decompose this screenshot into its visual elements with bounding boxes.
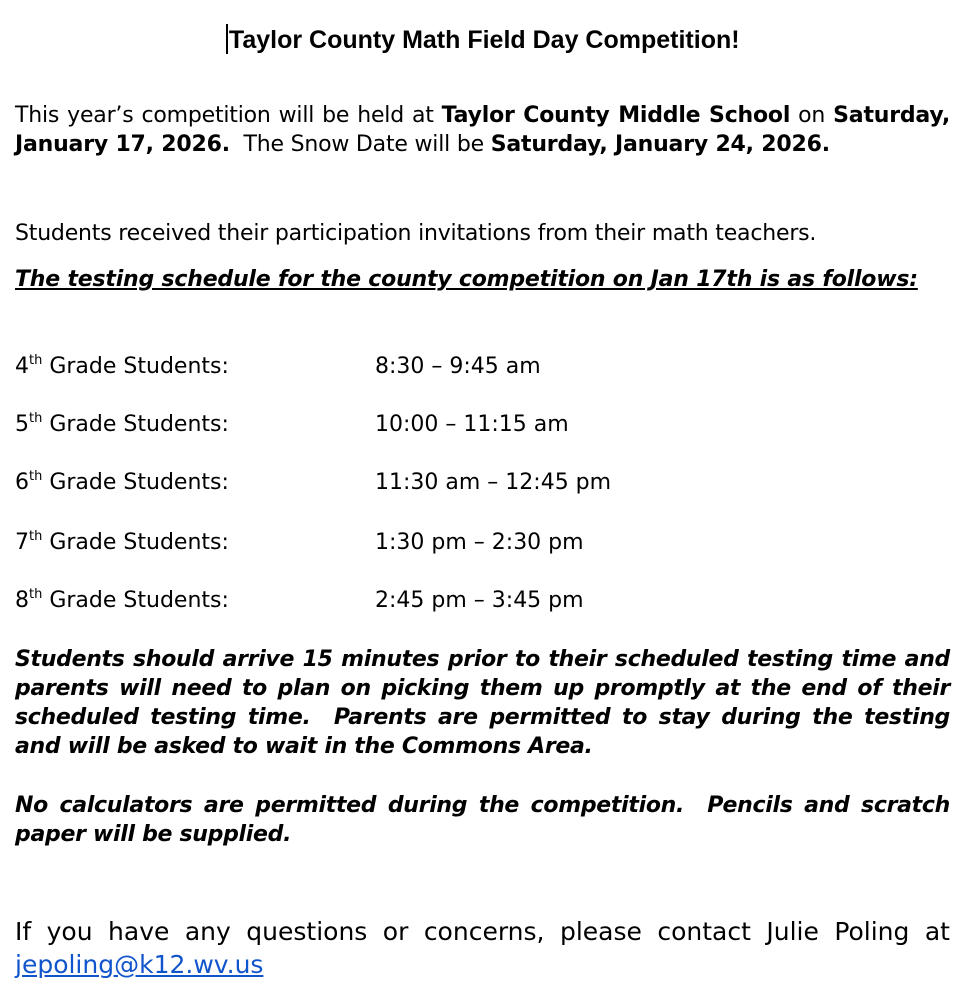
contact-text: If you have any questions or concerns, please contact Julie Poling at [15,917,950,946]
document-title [0,24,966,56]
time-slot: 2:45 pm – 3:45 pm [375,588,584,613]
time-slot: 11:30 am – 12:45 pm [375,470,612,495]
text-cursor [226,24,228,54]
grade-label: 5th Grade Students: [15,411,229,437]
grade-label: 6th Grade Students: [15,469,229,495]
intro-paragraph [15,101,950,159]
grade-label: 8th Grade Students: [15,587,229,613]
intro-text-2: on [790,103,834,128]
arrival-note: Students should arrive 15 minutes prior to their scheduled testing time and parents will need to plan on picking them up promptly at the end of their scheduled testing time. Parents are permitted to stay during the testing and will be asked to wait in the Commons Area. [15,647,958,759]
intro-text-3: The Snow Date will be [229,132,491,157]
contact-paragraph [15,915,950,981]
venue: Taylor County Middle School [441,103,791,128]
snow-date: Saturday, January 24, 2026. [490,132,830,157]
title-text: Taylor County Math Field Day Competition! [228,26,740,54]
email-link[interactable]: jepoling@k12.wv.us [15,950,264,979]
grade-label: 4th Grade Students: [15,353,229,379]
calculator-note: No calculators are permitted during the competition. Pencils and scratch paper will be supplied. [15,793,958,847]
grade-label: 7th Grade Students: [15,529,229,555]
competition-date: Saturday, January 17, 2026. [15,103,950,157]
time-slot: 1:30 pm – 2:30 pm [375,530,584,555]
invitations-paragraph: Students received their participation invitations from their math teachers. [15,221,817,246]
intro-text-1: This year’s competition will be held at [15,103,442,128]
time-slot: 10:00 – 11:15 am [375,412,569,437]
schedule-heading: The testing schedule for the county competition on Jan 17th is as follows: [15,267,918,292]
time-slot: 8:30 – 9:45 am [375,354,541,379]
